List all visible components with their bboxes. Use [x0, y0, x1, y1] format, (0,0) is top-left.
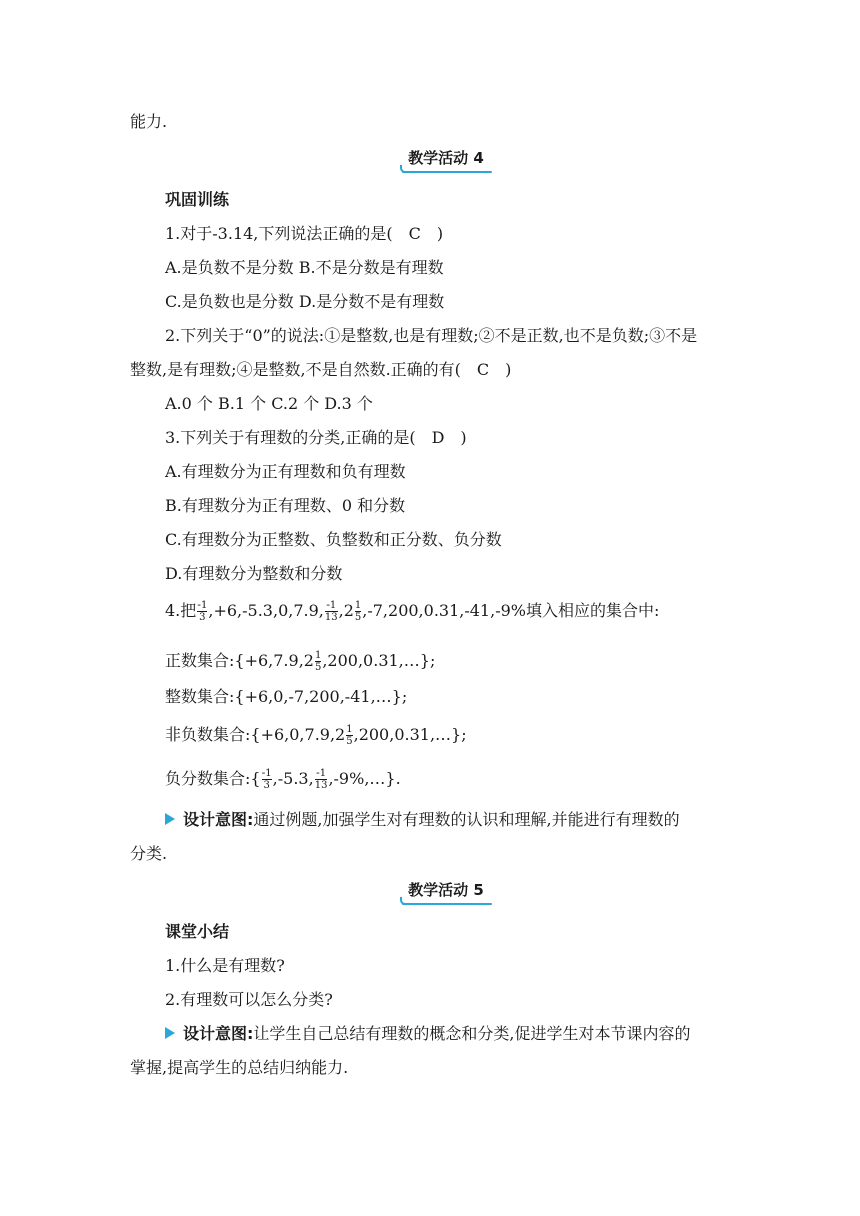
design-intent-5-line1: 设计意图:让学生自己总结有理数的概念和分类,促进学生对本节课内容的 [165, 1023, 691, 1045]
question-3-option-d: D.有理数分为整数和分数 [165, 564, 343, 583]
question-1-options-cd: C.是负数也是分数 D.是分数不是有理数 [165, 292, 445, 311]
summary-item-1: 1.什么是有理数? [165, 956, 285, 975]
question-2-line2: 整数,是有理数;④是整数,不是自然数.正确的有( C ) [130, 360, 512, 379]
question-1-options-ab: A.是负数不是分数 B.不是分数是有理数 [165, 258, 444, 277]
positive-number-set: 正数集合:{+6,7.9,2 $\frac{1}{5}$ ,200,0.31,…}; [165, 649, 436, 673]
fraction-one-fifth: $\frac{1}{5}$ [314, 649, 322, 673]
activity5-title: 教学活动 5 [408, 881, 484, 899]
activity5-heading [400, 880, 492, 900]
design-intent-label: 设计意图: [183, 1024, 254, 1043]
triangle-bullet-icon [165, 813, 175, 825]
heading-underline [402, 171, 492, 173]
fraction-one-fifth: $\frac{1}{5}$ [354, 599, 362, 623]
question-3-option-a: A.有理数分为正有理数和负有理数 [165, 462, 406, 481]
intro-tail: 能力. [130, 112, 168, 131]
activity4-heading [400, 148, 492, 168]
section-title-practice: 巩固训练 [165, 190, 230, 209]
fraction-neg-one-third: $\frac{-1}{3}$ [197, 598, 208, 623]
summary-item-2: 2.有理数可以怎么分类? [165, 990, 333, 1009]
fraction-one-fifth: $\frac{1}{5}$ [346, 723, 353, 747]
section-title-summary: 课堂小结 [165, 922, 230, 941]
question-3-stem: 3.下列关于有理数的分类,正确的是( D ) [165, 428, 467, 447]
design-intent-4-line2: 分类. [130, 844, 168, 863]
question-4-stem: 4.把 $\frac{-1}{3}$ ,+6,-5.3,0,7.9, $\frac{-1}{13}$ ,2 $\frac{1}{5}$ ,-7,200,0.31,-41,-9%填入相应的集合中: [165, 598, 660, 623]
non-negative-set: 非负数集合:{+6,0,7.9,2 $\frac{1}{5}$ ,200,0.31,…}; [165, 723, 467, 747]
heading-hook-icon [400, 897, 408, 905]
heading-hook-icon [400, 165, 408, 173]
negative-fraction-set: 负分数集合:{ $\frac{-1}{3}$ ,-5.3, $\frac{-1}{13}$ ,-9%,…}. [165, 766, 401, 791]
triangle-bullet-icon [165, 1027, 175, 1039]
activity4-title: 教学活动 4 [408, 149, 484, 167]
fraction-neg-one-third: $\frac{-1}{3}$ [261, 766, 272, 791]
question-3-option-b: B.有理数分为正有理数、0 和分数 [165, 496, 406, 515]
question-2-options: A.0 个 B.1 个 C.2 个 D.3 个 [165, 394, 373, 413]
design-intent-label: 设计意图: [183, 810, 254, 829]
design-intent-5-line2: 掌握,提高学生的总结归纳能力. [130, 1058, 349, 1077]
heading-underline [402, 903, 492, 905]
question-1-stem: 1.对于-3.14,下列说法正确的是( C ) [165, 224, 444, 243]
fraction-neg-one-thirteenth: $\frac{-1}{13}$ [324, 598, 338, 623]
design-intent-4-line1: 设计意图:通过例题,加强学生对有理数的认识和理解,并能进行有理数的 [165, 809, 680, 831]
integer-set: 整数集合:{+6,0,-7,200,-41,…}; [165, 687, 408, 706]
question-2-line1: 2.下列关于“0”的说法:①是整数,也是有理数;②不是正数,也不是负数;③不是 [165, 326, 698, 345]
fraction-neg-one-thirteenth: $\frac{-1}{13}$ [314, 766, 328, 791]
question-3-option-c: C.有理数分为正整数、负整数和正分数、负分数 [165, 530, 502, 549]
